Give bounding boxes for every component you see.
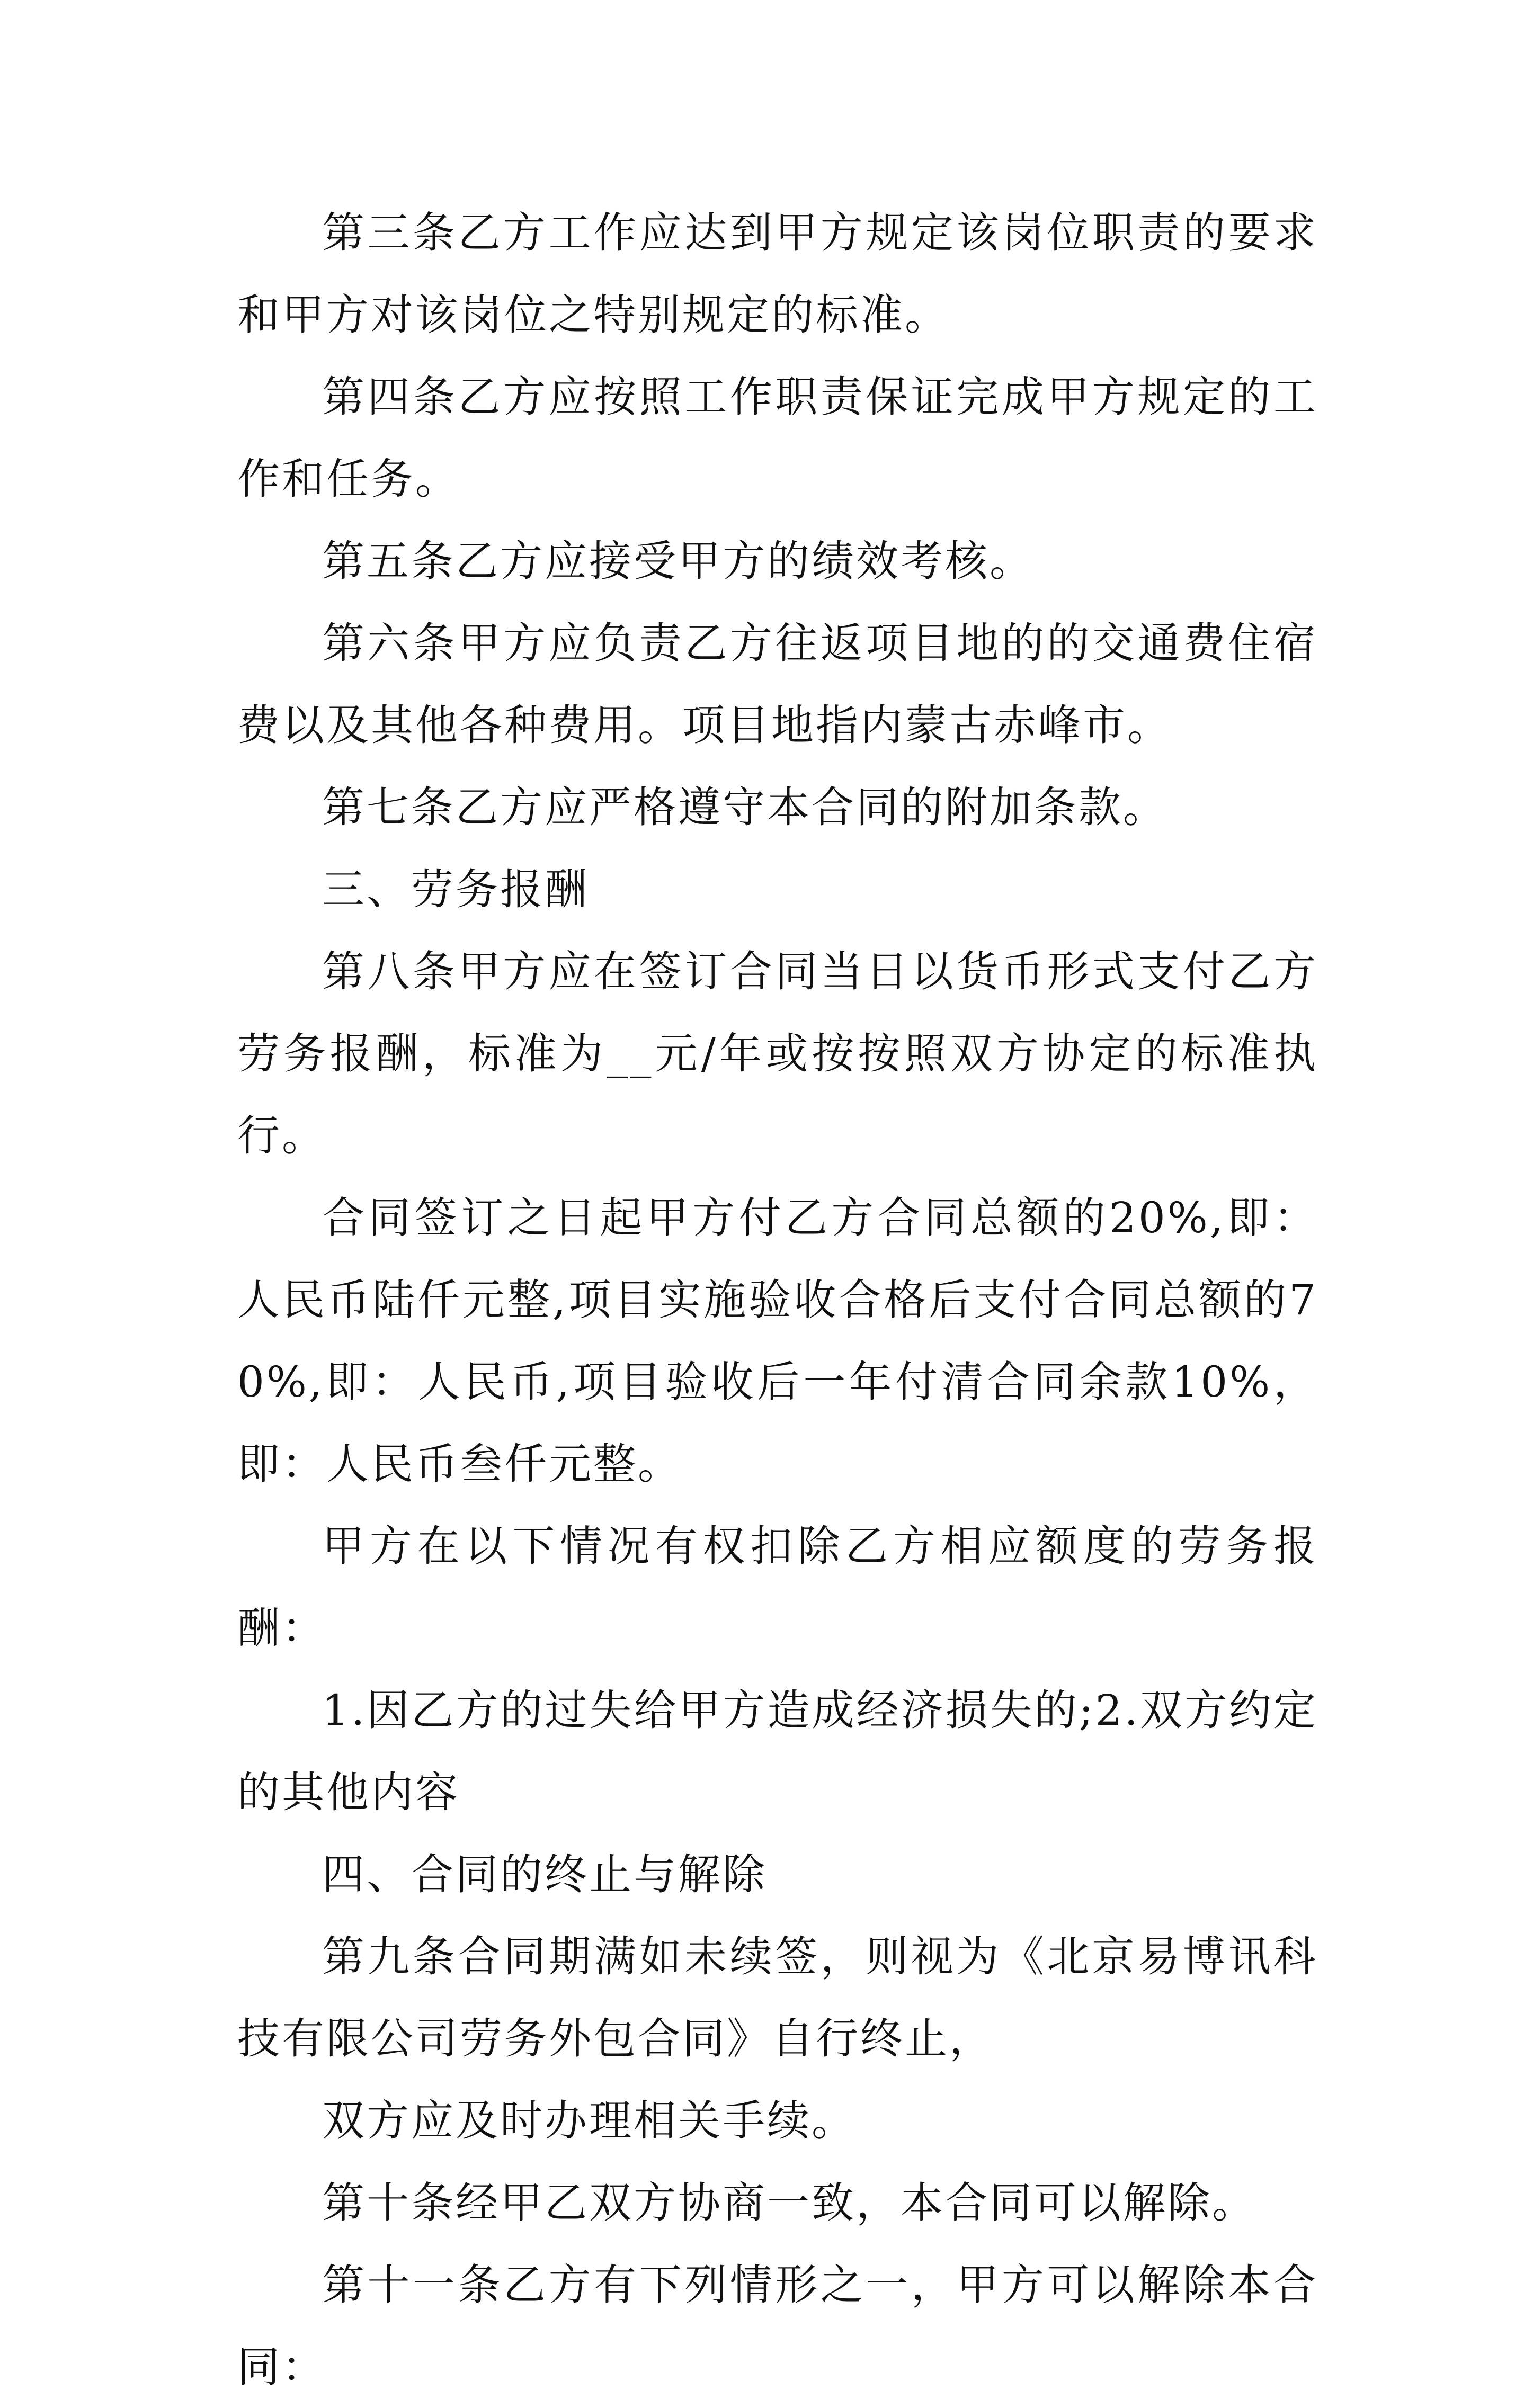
paragraph-article-11: 第十一条乙方有下列情形之一，甲方可以解除本合同：	[237, 2260, 1318, 2392]
paragraph-article-10: 第十条经甲乙双方协商一致，本合同可以解除。	[322, 2178, 1256, 2227]
paragraph-article-3: 第三条乙方工作应达到甲方规定该岗位职责的要求和甲方对该岗位之特别规定的标准。	[237, 208, 1318, 339]
paragraph-article-9: 第九条合同期满如未续签，则视为《北京易博讯科技有限公司劳务外包合同》自行终止，	[237, 1932, 1318, 2063]
paragraph-article-4: 第四条乙方应按照工作职责保证完成甲方规定的工作和任务。	[237, 372, 1318, 504]
paragraph-payment-schedule: 合同签订之日起甲方付乙方合同总额的20%,即：人民币陆仟元整,项目实施验收合格后支付合同总额的70%,即：人民币,项目验收后一年付清合同余款10%，即：人民币叁仟元整。	[237, 1193, 1318, 1489]
paragraph-article-8: 第八条甲方应在签订合同当日以货币形式支付乙方劳务报酬，标准为__元/年或按按照双方协定的标准执行。	[237, 947, 1318, 1160]
paragraph-article-7: 第七条乙方应严格遵守本合同的附加条款。	[322, 783, 1167, 832]
section-heading-termination: 四、合同的终止与解除	[322, 1850, 767, 1899]
section-heading-remuneration: 三、劳务报酬	[322, 865, 589, 914]
document-body	[237, 192, 1318, 2408]
paragraph-article-6: 第六条甲方应负责乙方往返项目地的的交通费住宿费以及其他各种费用。项目地指内蒙古赤峰市。	[237, 619, 1318, 750]
paragraph-deduction-items: 1.因乙方的过失给甲方造成经济损失的;2.双方约定的其他内容	[237, 1686, 1318, 1817]
paragraph-deduction-intro: 甲方在以下情况有权扣除乙方相应额度的劳务报酬：	[237, 1521, 1318, 1653]
paragraph-procedures: 双方应及时办理相关手续。	[322, 2096, 856, 2145]
paragraph-article-5: 第五条乙方应接受甲方的绩效考核。	[322, 536, 1034, 586]
